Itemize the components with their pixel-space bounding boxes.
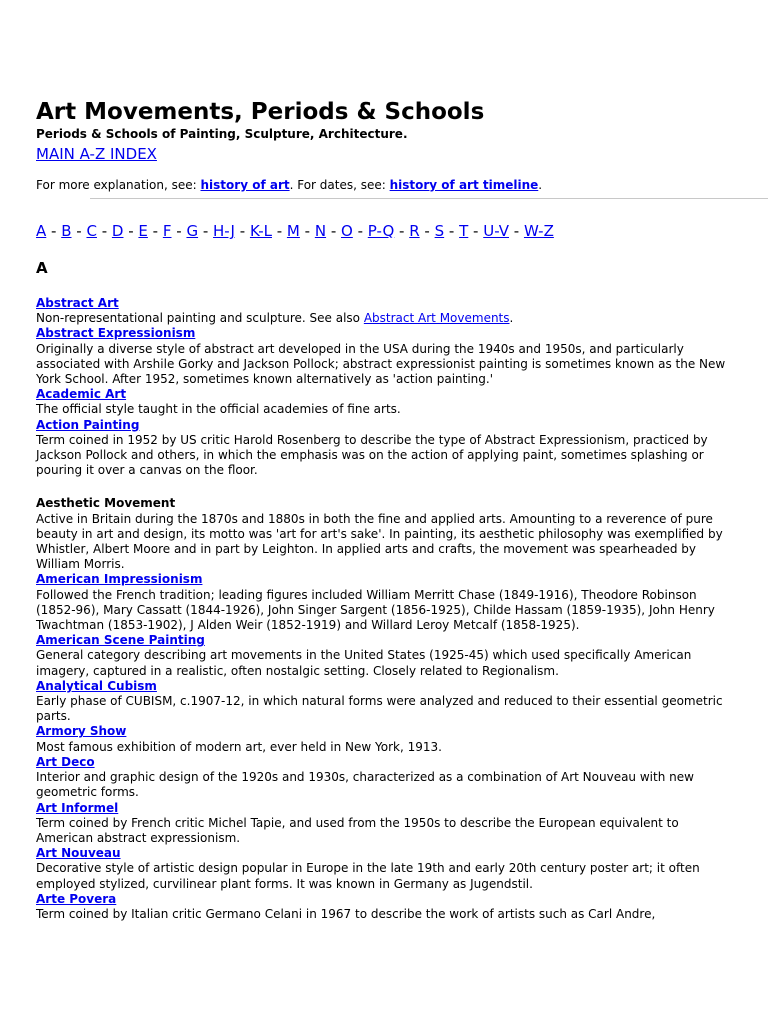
alpha-link-w-z[interactable]: W-Z xyxy=(523,222,554,240)
alpha-link-r[interactable]: R xyxy=(409,222,420,240)
entry-description: General category describing art movements in the United States (1925-45) which used specifically American imagery, captured in a realistic, often nostalgic setting. Closely related to Regionalism. xyxy=(36,648,692,678)
entry-term[interactable]: Art Nouveau xyxy=(36,846,121,861)
alpha-link-b[interactable]: B xyxy=(61,222,72,240)
history-of-art-timeline-link[interactable]: history of art timeline xyxy=(389,178,539,192)
entry-term[interactable]: Arte Povera xyxy=(36,891,117,906)
alpha-separator: - xyxy=(147,222,163,240)
entry-description-suffix: . xyxy=(509,311,514,326)
entry-term[interactable]: Abstract Art xyxy=(36,296,119,310)
entry-description: Followed the French tradition; leading figures included William Merritt Chase (1849-1916), Theodore Robinson (1852-96), Mary Cassatt (1844-1926), John Singer Sargent (1856-1925), Childe Hassam (1859-1935), John Henry Twachtman (1853-1902), J Alden Weir (1852-1919) and Willard Leroy Metcalf (1858-1925). xyxy=(36,587,715,633)
entry-description: Term coined by Italian critic Germano Celani in 1967 to describe the work of artists such as Carl Andre, xyxy=(36,906,656,921)
alpha-link-m[interactable]: M xyxy=(286,222,300,240)
entry-description: Term coined in 1952 by US critic Harold Rosenberg to describe the type of Abstract Expressionism, practiced by Jackson Pollock and others, in which the emphasis was on the action of applying paint, sometimes splashing or pouring it over a canvas on the floor. xyxy=(36,432,708,478)
alpha-separator: - xyxy=(468,222,484,240)
entry-description: Interior and graphic design of the 1920s and 1930s, characterized as a combination of Art Nouveau with new geometric forms. xyxy=(36,770,694,800)
entry-description xyxy=(36,311,736,326)
section-letter-heading: A xyxy=(36,259,48,277)
alpha-separator: - xyxy=(71,222,87,240)
divider-line xyxy=(90,198,768,199)
alpha-separator: - xyxy=(299,222,315,240)
alpha-link-t[interactable]: T xyxy=(459,222,469,240)
entry-description: Active in Britain during the 1870s and 1880s in both the fine and applied arts. Amounting to a reverence of pure beauty in art and design, its motto was 'art for art's sake'. In painting, its aesthetic philosophy was exemplified by Whistler, Albert Moore and in part by Leighton. In applied arts and crafts, the movement was spearheaded by William Morris. xyxy=(36,511,723,572)
entry-description: Decorative style of artistic design popular in Europe in the late 19th and early 20th century poster art; it often employed stylized, curvilinear plant forms. It was known in Germany as Jugendstil. xyxy=(36,861,700,891)
alpha-link-u-v[interactable]: U-V xyxy=(483,222,509,240)
page-title: Art Movements, Periods & Schools xyxy=(36,99,485,125)
entry-description: Term coined by French critic Michel Tapie, and used from the 1950s to describe the European equivalent to American abstract expressionism. xyxy=(36,815,679,845)
page-content xyxy=(36,98,762,921)
alpha-separator: - xyxy=(171,222,187,240)
alpha-separator: - xyxy=(352,222,368,240)
alpha-link-f[interactable]: F xyxy=(162,222,172,240)
explanation-line xyxy=(36,177,542,193)
alpha-separator: - xyxy=(123,222,139,240)
alpha-separator: - xyxy=(271,222,287,240)
alpha-link-g[interactable]: G xyxy=(186,222,199,240)
alpha-link-c[interactable]: C xyxy=(86,222,97,240)
entry-spacer xyxy=(36,478,736,496)
explain-middle: . For dates, see: xyxy=(289,178,390,192)
entry-term[interactable]: Art Deco xyxy=(36,754,95,769)
alpha-link-d[interactable]: D xyxy=(111,222,124,240)
alpha-link-h-j[interactable]: H-J xyxy=(213,222,235,240)
alpha-separator: - xyxy=(96,222,112,240)
alpha-separator: - xyxy=(444,222,460,240)
entry-term: Aesthetic Movement xyxy=(36,496,176,511)
entry-term[interactable]: Abstract Expressionism xyxy=(36,326,196,341)
alpha-separator: - xyxy=(509,222,524,240)
alpha-link-a[interactable]: A xyxy=(36,222,47,240)
alpha-separator: - xyxy=(394,222,410,240)
alpha-link-s[interactable]: S xyxy=(434,222,445,240)
entry-description: Originally a diverse style of abstract art developed in the USA during the 1940s and 1950s, and particularly associated with Arshile Gorky and Jackson Pollock; abstract expressionist painting is sometimes known as the New York School. After 1952, sometimes known alternatively as 'action painting.' xyxy=(36,341,726,387)
see-also-link[interactable]: Abstract Art Movements xyxy=(363,311,510,326)
glossary-entries xyxy=(36,296,736,922)
alpha-link-n[interactable]: N xyxy=(314,222,327,240)
explain-suffix: . xyxy=(538,178,543,192)
alpha-link-p-q[interactable]: P-Q xyxy=(367,222,395,240)
alpha-separator: - xyxy=(198,222,214,240)
entry-term[interactable]: Analytical Cubism xyxy=(36,678,157,693)
entry-description: Most famous exhibition of modern art, ever held in New York, 1913. xyxy=(36,739,442,754)
history-of-art-link[interactable]: history of art xyxy=(200,178,290,192)
entry-term[interactable]: Action Painting xyxy=(36,417,140,432)
alpha-link-k-l[interactable]: K-L xyxy=(249,222,272,240)
entry-term[interactable]: Academic Art xyxy=(36,387,127,402)
alpha-link-e[interactable]: E xyxy=(138,222,148,240)
main-index-link[interactable]: MAIN A-Z INDEX xyxy=(36,145,157,163)
entry-term[interactable]: American Scene Painting xyxy=(36,633,205,648)
entry-term[interactable]: Art Informel xyxy=(36,800,119,815)
alpha-separator: - xyxy=(46,222,62,240)
page-subtitle: Periods & Schools of Painting, Sculpture, Architecture. xyxy=(36,127,408,141)
alpha-separator: - xyxy=(234,222,250,240)
alpha-separator: - xyxy=(419,222,435,240)
entry-description: The official style taught in the official academies of fine arts. xyxy=(36,402,401,417)
explain-prefix: For more explanation, see: xyxy=(36,178,201,192)
alpha-link-o[interactable]: O xyxy=(341,222,353,240)
entry-description-text: Non-representational painting and sculpture. See also xyxy=(36,311,364,326)
entry-description: Early phase of CUBISM, c.1907-12, in which natural forms were analyzed and reduced to their essential geometric parts. xyxy=(36,694,723,724)
alphabet-nav xyxy=(36,220,554,242)
entry-term[interactable]: American Impressionism xyxy=(36,572,203,587)
alpha-separator: - xyxy=(326,222,342,240)
entry-term[interactable]: Armory Show xyxy=(36,724,127,739)
